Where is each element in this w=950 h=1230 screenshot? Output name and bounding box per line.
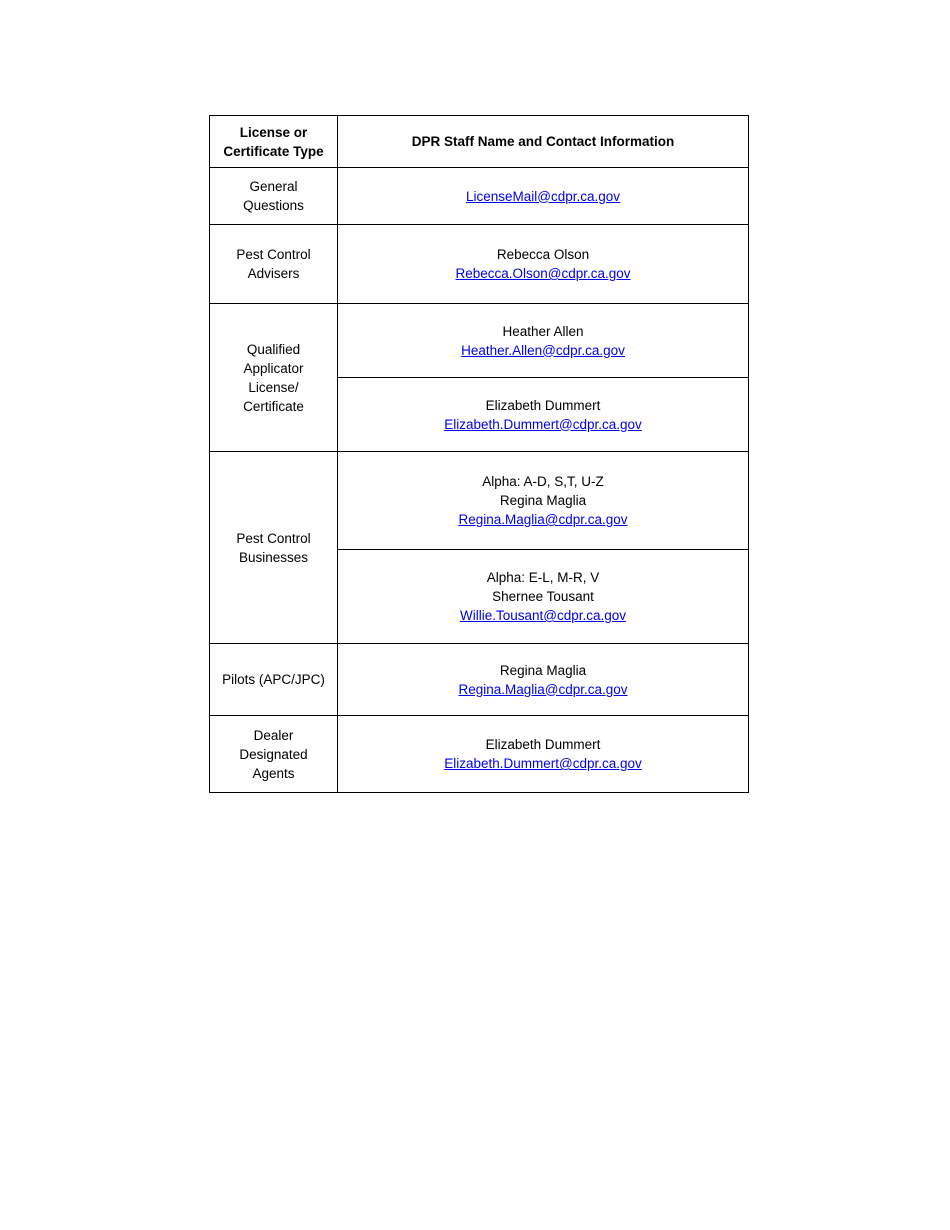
email-link[interactable]: Rebecca.Olson@cdpr.ca.gov <box>455 266 631 281</box>
contact-cell <box>338 452 749 550</box>
contact-cell <box>338 304 749 378</box>
contact-table <box>209 115 749 793</box>
license-type-text: Designated <box>239 746 308 762</box>
email-wrap <box>344 415 742 434</box>
email-wrap <box>344 341 742 360</box>
license-type-text: Businesses <box>238 549 309 565</box>
license-type-cell <box>210 644 338 716</box>
header-text: Certificate Type <box>223 143 324 159</box>
table-row <box>210 716 749 793</box>
table-row <box>210 304 749 378</box>
contact-text: Regina Maglia <box>499 493 587 508</box>
contact-text: Elizabeth Dummert <box>485 737 601 752</box>
contact-cell <box>338 550 749 644</box>
license-type-text: Advisers <box>247 266 300 281</box>
email-wrap <box>344 510 742 529</box>
license-type-text: Certificate <box>243 398 304 414</box>
header-text: License or <box>239 124 308 140</box>
contact-text: Alpha: A-D, S,T, U-Z <box>482 474 604 489</box>
license-type-cell <box>210 225 338 304</box>
license-type-cell <box>210 716 338 793</box>
table-row <box>210 452 749 550</box>
license-type-text: Questions <box>243 198 304 213</box>
license-type-text: Agents <box>252 765 295 781</box>
email-link[interactable]: Regina.Maglia@cdpr.ca.gov <box>458 512 628 527</box>
header-contact-info: DPR Staff Name and Contact Information <box>338 116 749 168</box>
license-type-text: Pest Control <box>236 247 311 262</box>
contact-cell <box>338 168 749 225</box>
license-type-text: License/ <box>248 379 299 395</box>
email-wrap <box>344 680 742 699</box>
header-license-type <box>210 116 338 168</box>
contact-cell <box>338 225 749 304</box>
email-link[interactable]: Elizabeth.Dummert@cdpr.ca.gov <box>444 416 642 432</box>
license-type-cell <box>210 304 338 452</box>
license-type-text: Qualified <box>246 341 301 357</box>
email-wrap <box>344 264 742 283</box>
email-link[interactable]: Elizabeth.Dummert@cdpr.ca.gov <box>444 756 642 771</box>
contact-text: Shernee Tousant <box>492 589 594 604</box>
license-type-cell <box>210 168 338 225</box>
email-link[interactable]: Regina.Maglia@cdpr.ca.gov <box>458 681 628 697</box>
table-row <box>210 168 749 225</box>
email-link[interactable]: LicenseMail@cdpr.ca.gov <box>465 188 621 204</box>
table-row <box>210 225 749 304</box>
email-wrap <box>344 606 742 625</box>
contact-text: Heather Allen <box>502 323 584 339</box>
license-type-cell <box>210 452 338 644</box>
contact-text: Elizabeth Dummert <box>485 397 601 413</box>
email-wrap <box>344 187 742 206</box>
header-row <box>210 116 749 168</box>
license-type-text: Applicator <box>243 360 304 376</box>
contact-text: Regina Maglia <box>499 662 587 678</box>
table-row <box>210 644 749 716</box>
contact-cell <box>338 378 749 452</box>
contact-cell <box>338 716 749 793</box>
email-link[interactable]: Willie.Tousant@cdpr.ca.gov <box>459 608 627 623</box>
contact-text: Alpha: E-L, M-R, V <box>486 570 600 585</box>
license-type-text: General <box>249 179 298 194</box>
email-link[interactable]: Heather.Allen@cdpr.ca.gov <box>461 342 625 358</box>
contact-text: Rebecca Olson <box>496 247 590 262</box>
license-type-text: Pilots (APC/JPC) <box>222 672 325 687</box>
license-type-text: Pest Control <box>236 530 311 546</box>
license-type-text: Dealer <box>253 727 294 743</box>
contact-cell <box>338 644 749 716</box>
email-wrap <box>344 754 742 773</box>
